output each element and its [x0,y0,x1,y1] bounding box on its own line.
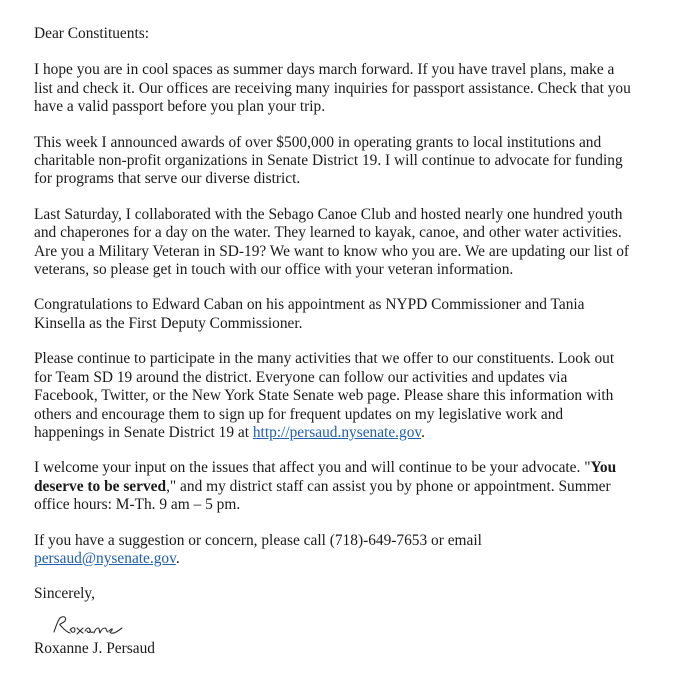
paragraph-line: Are you a Military Veteran in SD-19? We want to know who you are. We are updating our list of [34,242,630,260]
signature-block [34,585,674,658]
paragraph-line: others and encourage them to sign up for frequent updates on my legislative work and [34,405,564,423]
email-link[interactable]: persaud@nysenate.gov [34,549,176,567]
paragraph-text: . [175,549,180,567]
paragraph-line [34,478,674,496]
paragraph-line: for Team SD 19 around the district. Everyone can follow our activities and updates via [34,368,568,386]
paragraph-line: veterans, so please get in touch with our office with your veteran information. [34,261,514,279]
closing: Sincerely, [34,585,95,603]
paragraph-line: Please continue to participate in the many activities that we offer to our constituents. Look out [34,350,615,368]
bold-phrase: deserve to be served [34,477,167,495]
paragraph-text: happenings in Senate District 19 at [34,423,253,441]
handwritten-signature [48,610,128,640]
paragraph-text: I welcome your input on the issues that affect you and will continue to be your advocate. " [34,459,591,477]
paragraph-grants [34,134,674,189]
paragraph-activities [34,350,674,442]
paragraph-line: charitable non-profit organizations in Senate District 19. I will continue to advocate for funding [34,152,623,170]
paragraph-line: I hope you are in cool spaces as summer days march forward. If you have travel plans, make a [34,61,615,79]
paragraph-line [34,424,674,442]
paragraph-congratulations [34,296,674,333]
senate-website-link[interactable]: http://persaud.nysenate.gov [252,423,422,441]
paragraph-line [34,550,674,568]
paragraph-line: for programs that serve our diverse district. [34,170,301,188]
paragraph-text: ," and my district staff can assist you by phone or appointment. Summer [166,477,611,495]
paragraph-line: Kinsella as the First Deputy Commissioner. [34,314,303,332]
paragraph-contact [34,532,674,569]
letter-body [34,25,674,658]
paragraph-line: Last Saturday, I collaborated with the Sebago Canoe Club and hosted nearly one hundred youth [34,205,623,223]
paragraph-line: have a valid passport before you plan your trip. [34,98,326,116]
paragraph-line [34,459,674,477]
paragraph-canoe-veterans [34,206,674,280]
paragraph-line: This week I announced awards of over $500,000 in operating grants to local institutions and [34,133,602,151]
paragraph-passport [34,61,674,116]
paragraph-line: and chaperones for a day on the water. They learned to kayak, canoe, and other water activities. [34,224,622,242]
paragraph-line: list and check it. Our offices are receiving many inquiries for passport assistance. Check that you [34,79,631,97]
paragraph-line: If you have a suggestion or concern, please call (718)-649-7653 or email [34,531,482,549]
office-hours: office hours: M-Th. 9 am – 5 pm. [34,496,241,514]
paragraph-text: . [421,423,425,441]
signer-name: Roxanne J. Persaud [34,639,155,657]
paragraph-advocate [34,459,674,514]
bold-phrase: You [590,459,617,477]
salutation: Dear Constituents: [34,25,149,42]
paragraph-line: Facebook, Twitter, or the New York State Senate web page. Please share this information with [34,387,614,405]
paragraph-line: Congratulations to Edward Caban on his appointment as NYPD Commissioner and Tania [34,296,585,314]
